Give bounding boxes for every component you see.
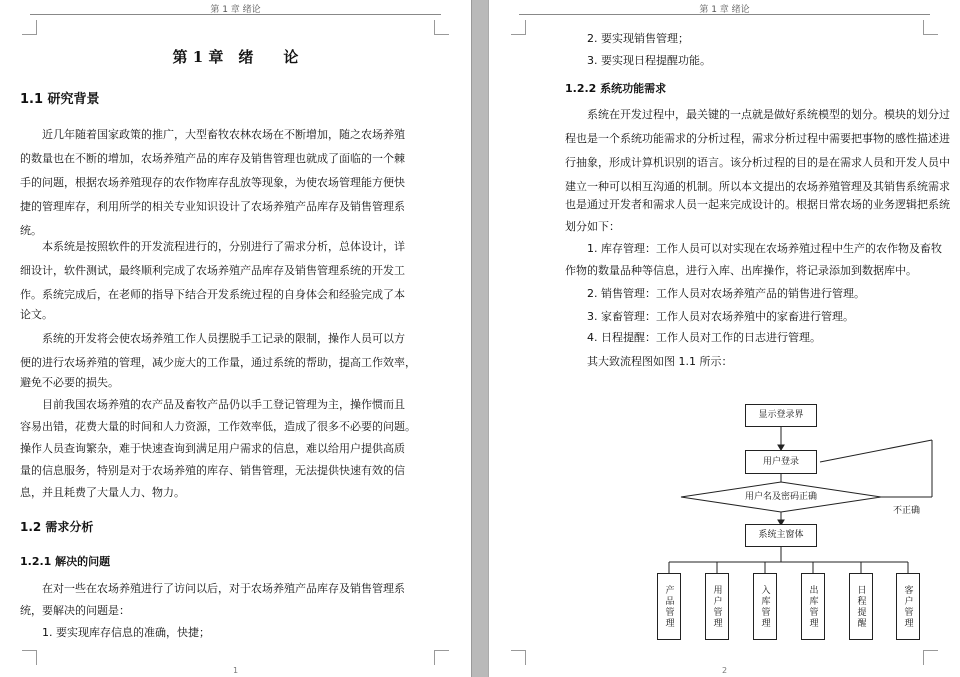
paragraph-line: 手的问题，根据农场养殖现存的农作物库存乱放等现象，为使农场管理能方便快: [20, 176, 405, 189]
paragraph-line: 程也是一个系统功能需求的分析过程，需求分析过程中需要把事物的感性描述进: [565, 132, 950, 145]
running-header: 第 1 章 绪论: [210, 5, 261, 15]
paragraph-line: 捷的管理库存，利用所学的相关专业知识设计了农场养殖产品库存及销售管理系: [20, 200, 405, 213]
list-item: 3. 要实现日程提醒功能。: [587, 54, 711, 67]
paragraph-line: 避免不必要的损失。: [20, 376, 119, 389]
flow-box-main-form: 系统主窗体: [745, 524, 817, 547]
flow-module-box: 用户管理: [705, 573, 729, 640]
chapter-title: 第 1 章 绪 论: [172, 48, 299, 66]
section-heading: 1.1 研究背景: [20, 92, 100, 107]
document-page-2: [489, 0, 960, 677]
flow-box-display-login: 显示登录界: [745, 404, 817, 427]
paragraph-line: 量的信息服务，特别是对于农场养殖的库存、销售管理，无法提供快速有效的信: [20, 464, 405, 477]
paragraph-line: 息，并且耗费了大量人力、物力。: [20, 486, 185, 499]
list-item: 3. 家畜管理：工作人员对农场养殖中的家畜进行管理。: [587, 310, 854, 323]
flow-box-user-login: 用户登录: [745, 450, 817, 474]
list-item: 2. 要实现销售管理；: [587, 32, 689, 45]
section-heading: 1.2 需求分析: [20, 520, 94, 534]
page-gap: [471, 0, 489, 677]
paragraph-line: 作。系统完成后，在老师的指导下结合开发系统过程的自身体会和经验完成了本: [20, 288, 405, 301]
list-item: 2. 销售管理：工作人员对农场养殖产品的销售进行管理。: [587, 287, 865, 300]
paragraph-line: 系统在开发过程中，最关键的一点就是做好系统模型的划分。模块的划分过: [587, 108, 950, 121]
paragraph-line: 便的进行农场养殖的管理，减少庞大的工作量，通过系统的帮助，提高工作效率，: [20, 356, 416, 369]
paragraph-line: 在对一些在农场养殖进行了访问以后，对于农场养殖产品库存及销售管理系: [42, 582, 405, 595]
list-item: 4. 日程提醒：工作人员对工作的日志进行管理。: [587, 331, 821, 344]
paragraph-line: 系统的开发将会使农场养殖工作人员摆脱手工记录的限制，操作人员可以方: [42, 332, 405, 345]
flow-module-box: 入库管理: [753, 573, 777, 640]
header-rule: [30, 14, 441, 15]
margin-mark: [22, 650, 37, 665]
flow-module-box: 客户管理: [896, 573, 920, 640]
paragraph-line: 建立一种可以相互沟通的机制。所以本文提出的农场养殖管理及其销售系统需求: [565, 180, 950, 193]
margin-mark: [22, 20, 37, 35]
paragraph-line: 细设计，软件测试，最终顺利完成了农场养殖产品库存及销售管理系统的开发工: [20, 264, 405, 277]
list-item: 作物的数量品种等信息，进行入库、出库操作，将记录添加到数据库中。: [565, 264, 917, 277]
paragraph-line: 论文。: [20, 308, 53, 321]
list-item: 1. 要实现库存信息的准确，快捷；: [42, 626, 210, 639]
margin-mark: [434, 20, 449, 35]
paragraph-line: 划分如下：: [565, 220, 620, 233]
flow-module-box: 出库管理: [801, 573, 825, 640]
subsection-heading: 1.2.1 解决的问题: [20, 555, 111, 568]
flow-module-box: 产品管理: [657, 573, 681, 640]
paragraph-line: 近几年随着国家政策的推广，大型畜牧农林农场在不断增加，随之农场养殖: [42, 128, 405, 141]
running-header: 第 1 章 绪论: [699, 5, 750, 15]
flow-label-incorrect: 不正确: [893, 506, 921, 516]
subsection-heading: 1.2.2 系统功能需求: [565, 82, 667, 95]
paragraph-line: 本系统是按照软件的开发流程进行的，分别进行了需求分析，总体设计，详: [42, 240, 405, 253]
paragraph-line: 其大致流程图如图 1.1 所示：: [587, 355, 733, 368]
paragraph-line: 容易出错，花费大量的时间和人力资源，工作效率低，造成了很多不必要的问题。: [20, 420, 416, 433]
paragraph-line: 统，要解决的问题是：: [20, 604, 130, 617]
paragraph-line: 也是通过开发者和需求人员一起来完成设计的。根据日常农场的业务逻辑把系统: [565, 198, 950, 211]
paragraph-line: 操作人员查询繁杂，难于快速查询到满足用户需求的信息，难以给用户提供高质: [20, 442, 405, 455]
margin-mark: [434, 650, 449, 665]
document-page-1: [0, 0, 471, 677]
paragraph-line: 目前我国农场养殖的农产品及畜牧产品仍以手工登记管理为主，操作惯而且: [42, 398, 405, 411]
flow-module-box: 日程提醒: [849, 573, 873, 640]
paragraph-line: 的数量也在不断的增加，农场养殖产品的库存及销售管理也就成了面临的一个棘: [20, 152, 405, 165]
paragraph-line: 统。: [20, 224, 42, 237]
page-number: 1: [232, 666, 239, 675]
page-number: 2: [721, 666, 728, 675]
list-item: 1. 库存管理：工作人员可以对实现在农场养殖过程中生产的农作物及畜牧: [587, 242, 942, 255]
paragraph-line: 行抽象，形成计算机识别的语言。该分析过程的目的是在需求人员和开发人员中: [565, 156, 950, 169]
flow-decision-label: 用户名及密码正确: [744, 492, 817, 502]
